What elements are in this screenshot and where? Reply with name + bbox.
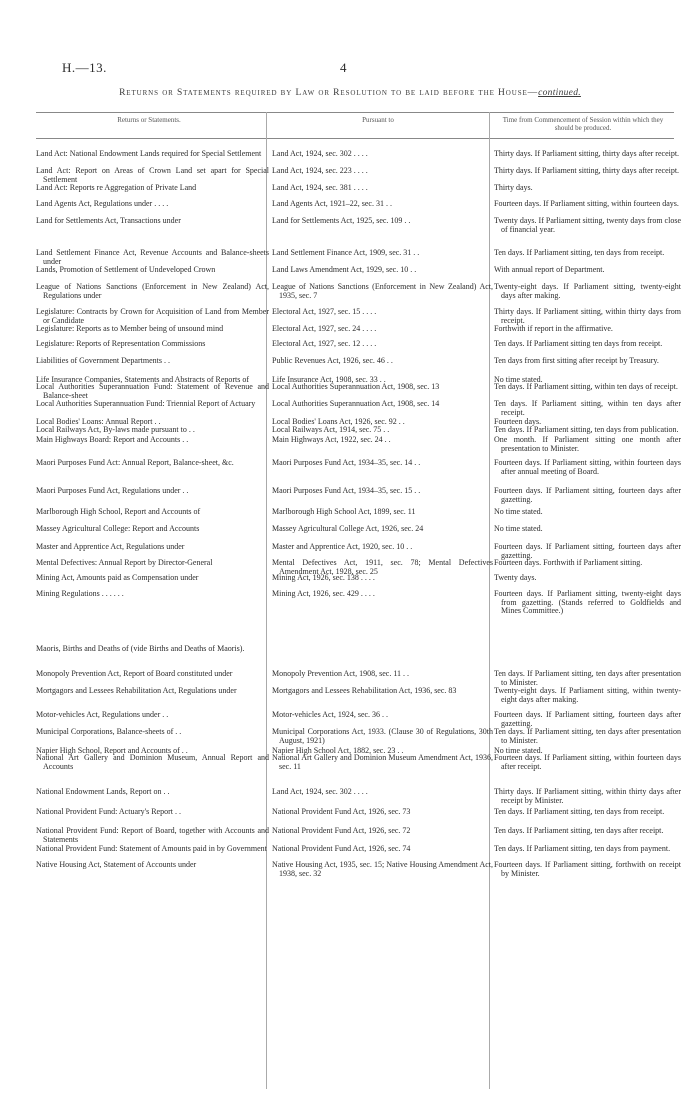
- returns-cell: Land Agents Act, Regulations under . . . .: [36, 199, 169, 208]
- pursuant-cell: Massey Agricultural College Act, 1926, sec. 24: [272, 524, 424, 533]
- returns-cell: Mental Defectives: Annual Report by Director-General: [36, 558, 213, 567]
- pursuant-cell: Land Act, 1924, sec. 302 . . . .: [272, 149, 368, 158]
- returns-cell: Municipal Corporations, Balance-sheets of . .: [36, 727, 182, 736]
- returns-cell: National Art Gallery and Dominion Museum, Annual Report and Accounts: [36, 753, 269, 771]
- time-cell: Fourteen days. If Parliament sitting, twenty-eight days from gazetting. (Stands referred to Goldfields and Mines Committee.): [494, 589, 681, 616]
- returns-cell: Maori Purposes Fund Act: Annual Report, Balance-sheet, &c.: [36, 458, 234, 467]
- page-title: [0, 88, 700, 98]
- returns-cell: Native Housing Act, Statement of Accounts under: [36, 860, 197, 869]
- returns-cell: Legislature: Reports of Representation Commissions: [36, 339, 206, 348]
- pursuant-cell: Native Housing Act, 1935, sec. 15; Native Housing Amendment Act, 1938, sec. 32: [272, 860, 493, 878]
- pursuant-cell: Life Insurance Act, 1908, sec. 33 . .: [272, 375, 386, 384]
- time-cell: No time stated.: [494, 746, 543, 755]
- pursuant-cell: League of Nations Sanctions (Enforcement in New Zealand) Act, 1935, sec. 7: [272, 282, 493, 300]
- returns-cell: Main Highways Board: Report and Accounts . .: [36, 435, 189, 444]
- returns-cell: National Provident Fund: Actuary's Report . .: [36, 807, 181, 816]
- column-header-pursuant: Pursuant to: [362, 116, 394, 124]
- time-cell: Thirty days.: [494, 183, 533, 192]
- returns-cell: Life Insurance Companies, Statements and Abstracts of Reports of: [36, 375, 250, 384]
- pursuant-cell: Electoral Act, 1927, sec. 24 . . . .: [272, 324, 377, 333]
- time-cell: Ten days. If Parliament sitting, ten days from publication.: [494, 425, 679, 434]
- pursuant-cell: Local Railways Act, 1914, sec. 75 . .: [272, 425, 390, 434]
- title-text: Returns or Statements required by Law or Resolution to be laid before the House—: [119, 88, 539, 98]
- returns-cell: Local Authorities Superannuation Fund: Triennial Report of Actuary: [36, 399, 256, 408]
- time-cell: Ten days. If Parliament sitting, within ten days after receipt.: [494, 399, 681, 417]
- returns-cell: Monopoly Prevention Act, Report of Board constituted under: [36, 669, 233, 678]
- pursuant-cell: Napier High School Act, 1882, sec. 23 . .: [272, 746, 404, 755]
- returns-cell: Liabilities of Government Departments . .: [36, 356, 170, 365]
- returns-cell: League of Nations Sanctions (Enforcement in New Zealand) Act, Regulations under: [36, 282, 269, 300]
- title-continued: continued.: [538, 88, 581, 98]
- pursuant-cell: Land Agents Act, 1921–22, sec. 31 . .: [272, 199, 392, 208]
- page-number: 4: [340, 60, 347, 75]
- time-cell: With annual report of Department.: [494, 265, 605, 274]
- returns-cell: Napier High School, Report and Accounts of . .: [36, 746, 188, 755]
- pursuant-cell: Local Authorities Superannuation Act, 1908, sec. 13: [272, 382, 440, 391]
- time-cell: No time stated.: [494, 375, 543, 384]
- time-cell: Twenty-eight days. If Parliament sitting, twenty-eight days after making.: [494, 282, 681, 300]
- time-cell: Fourteen days. If Parliament sitting, fourteen days after gazetting.: [494, 710, 681, 728]
- time-cell: Ten days. If Parliament sitting, ten days after presentation to Minister.: [494, 727, 681, 745]
- pursuant-cell: Mortgagors and Lessees Rehabilitation Act, 1936, sec. 83: [272, 686, 457, 695]
- pursuant-cell: Local Authorities Superannuation Act, 1908, sec. 14: [272, 399, 440, 408]
- returns-cell: Lands, Promotion of Settlement of Undeveloped Crown: [36, 265, 216, 274]
- pursuant-cell: Land Settlement Finance Act, 1909, sec. 31 . .: [272, 248, 420, 257]
- returns-cell: Land Settlement Finance Act, Revenue Accounts and Balance-sheets under: [36, 248, 269, 266]
- pursuant-cell: National Provident Fund Act, 1926, sec. 72: [272, 826, 411, 835]
- pursuant-cell: Maori Purposes Fund Act, 1934–35, sec. 15 . .: [272, 486, 421, 495]
- returns-cell: Massey Agricultural College: Report and Accounts: [36, 524, 200, 533]
- pursuant-cell: National Provident Fund Act, 1926, sec. 73: [272, 807, 411, 816]
- time-cell: No time stated.: [494, 507, 543, 516]
- pursuant-cell: Electoral Act, 1927, sec. 15 . . . .: [272, 307, 377, 316]
- returns-cell: Maori Purposes Fund Act, Regulations under . .: [36, 486, 189, 495]
- pursuant-cell: Electoral Act, 1927, sec. 12 . . . .: [272, 339, 377, 348]
- pursuant-cell: National Art Gallery and Dominion Museum Amendment Act, 1936, sec. 11: [272, 753, 493, 771]
- pursuant-cell: Land Act, 1924, sec. 302 . . . .: [272, 787, 368, 796]
- time-cell: Fourteen days. If Parliament sitting, forthwith on receipt by Minister.: [494, 860, 681, 878]
- time-cell: No time stated.: [494, 524, 543, 533]
- returns-cell: Legislature: Reports as to Member being of unsound mind: [36, 324, 224, 333]
- pursuant-cell: Land for Settlements Act, 1925, sec. 109 . .: [272, 216, 411, 225]
- column-divider: [489, 112, 490, 1089]
- returns-cell: Local Authorities Superannuation Fund: Statement of Revenue and Balance-sheet: [36, 382, 269, 400]
- time-cell: Twenty-eight days. If Parliament sitting, within twenty-eight days after making.: [494, 686, 681, 704]
- time-cell: Fourteen days. If Parliament sitting, within fourteen days after annual meeting of Board.: [494, 458, 681, 476]
- time-cell: Twenty days.: [494, 573, 537, 582]
- table-header-rule: [36, 138, 674, 139]
- pursuant-cell: Mining Act, 1926, sec. 138 . . . .: [272, 573, 375, 582]
- column-header-time: Time from Commencement of Session within which they should be produced.: [502, 116, 664, 132]
- returns-cell: Legislature: Contracts by Crown for Acquisition of Land from Member or Candidate: [36, 307, 269, 325]
- time-cell: Ten days. If Parliament sitting, within ten days of receipt.: [494, 382, 678, 391]
- time-cell: Fourteen days. If Parliament sitting, fourteen days after gazetting.: [494, 542, 681, 560]
- column-header-returns: Returns or Statements.: [117, 116, 181, 124]
- time-cell: Thirty days. If Parliament sitting, thirty days after receipt.: [494, 166, 680, 175]
- returns-cell: Motor-vehicles Act, Regulations under . .: [36, 710, 169, 719]
- returns-cell: Land Act: Reports re Aggregation of Private Land: [36, 183, 197, 192]
- time-cell: Ten days. If Parliament sitting, ten days from receipt.: [494, 248, 665, 257]
- pursuant-cell: Land Act, 1924, sec. 223 . . . .: [272, 166, 368, 175]
- page-reference: H.—13.: [62, 60, 107, 75]
- time-cell: Ten days from first sitting after receipt by Treasury.: [494, 356, 659, 365]
- time-cell: Forthwith if report in the affirmative.: [494, 324, 613, 333]
- time-cell: Ten days. If Parliament sitting ten days from receipt.: [494, 339, 663, 348]
- time-cell: Ten days. If Parliament sitting, ten days after presentation to Minister.: [494, 669, 681, 687]
- pursuant-cell: Monopoly Prevention Act, 1908, sec. 11 . .: [272, 669, 410, 678]
- pursuant-cell: Master and Apprentice Act, 1920, sec. 10 . .: [272, 542, 413, 551]
- pursuant-cell: Motor-vehicles Act, 1924, sec. 36 . .: [272, 710, 389, 719]
- returns-cell: Mortgagors and Lessees Rehabilitation Act, Regulations under: [36, 686, 237, 695]
- returns-cell: Mining Act, Amounts paid as Compensation under: [36, 573, 199, 582]
- time-cell: Fourteen days.: [494, 417, 542, 426]
- returns-cell: Land Act: Report on Areas of Crown Land set apart for Special Settlement: [36, 166, 269, 184]
- pursuant-cell: Mining Act, 1926, sec. 429 . . . .: [272, 589, 375, 598]
- returns-cell: Maoris, Births and Deaths of (vide Births and Deaths of Maoris).: [36, 644, 245, 653]
- pursuant-cell: Maori Purposes Fund Act, 1934–35, sec. 14 . .: [272, 458, 421, 467]
- time-cell: Fourteen days. If Parliament sitting, within fourteen days.: [494, 199, 679, 208]
- returns-cell: Land for Settlements Act, Transactions under: [36, 216, 181, 225]
- time-cell: Thirty days. If Parliament sitting, thirty days after receipt.: [494, 149, 680, 158]
- pursuant-cell: National Provident Fund Act, 1926, sec. 74: [272, 844, 411, 853]
- pursuant-cell: Mental Defectives Act, 1911, sec. 78; Mental Defectives Amendment Act, 1928, sec. 25: [272, 558, 493, 576]
- returns-cell: National Provident Fund: Report of Board, together with Accounts and Statements: [36, 826, 269, 844]
- returns-cell: Mining Regulations . . . . . .: [36, 589, 124, 598]
- returns-cell: Local Railways Act, By-laws made pursuant to . .: [36, 425, 195, 434]
- time-cell: Thirty days. If Parliament sitting, within thirty days after receipt by Minister.: [494, 787, 681, 805]
- returns-cell: Marlborough High School, Report and Accounts of: [36, 507, 201, 516]
- time-cell: Fourteen days. Forthwith if Parliament sitting.: [494, 558, 643, 567]
- time-cell: Fourteen days. If Parliament sitting, within fourteen days after receipt.: [494, 753, 681, 771]
- table-top-rule: [36, 112, 674, 113]
- pursuant-cell: Municipal Corporations Act, 1933. (Clause 30 of Regulations, 30th August, 1921): [272, 727, 493, 745]
- returns-cell: Master and Apprentice Act, Regulations under: [36, 542, 185, 551]
- pursuant-cell: Marlborough High School Act, 1899, sec. 11: [272, 507, 416, 516]
- time-cell: One month. If Parliament sitting one month after presentation to Minister.: [494, 435, 681, 453]
- time-cell: Ten days. If Parliament sitting, ten days from receipt.: [494, 807, 665, 816]
- returns-cell: Local Bodies' Loans: Annual Report . .: [36, 417, 161, 426]
- pursuant-cell: Land Laws Amendment Act, 1929, sec. 10 . .: [272, 265, 417, 274]
- returns-cell: National Provident Fund: Statement of Amounts paid in by Government: [36, 844, 267, 853]
- time-cell: Twenty days. If Parliament sitting, twenty days from close of financial year.: [494, 216, 681, 234]
- returns-cell: National Endowment Lands, Report on . .: [36, 787, 170, 796]
- time-cell: Fourteen days. If Parliament sitting, fourteen days after gazetting.: [494, 486, 681, 504]
- pursuant-cell: Main Highways Act, 1922, sec. 24 . .: [272, 435, 391, 444]
- time-cell: Ten days. If Parliament sitting, ten days from payment.: [494, 844, 671, 853]
- time-cell: Thirty days. If Parliament sitting, within thirty days from receipt.: [494, 307, 681, 325]
- time-cell: Ten days. If Parliament sitting, ten days after receipt.: [494, 826, 664, 835]
- pursuant-cell: Land Act, 1924, sec. 381 . . . .: [272, 183, 368, 192]
- pursuant-cell: Local Bodies' Loans Act, 1926, sec. 92 . .: [272, 417, 405, 426]
- returns-cell: Land Act: National Endowment Lands required for Special Settlement: [36, 149, 262, 158]
- pursuant-cell: Public Revenues Act, 1926, sec. 46 . .: [272, 356, 393, 365]
